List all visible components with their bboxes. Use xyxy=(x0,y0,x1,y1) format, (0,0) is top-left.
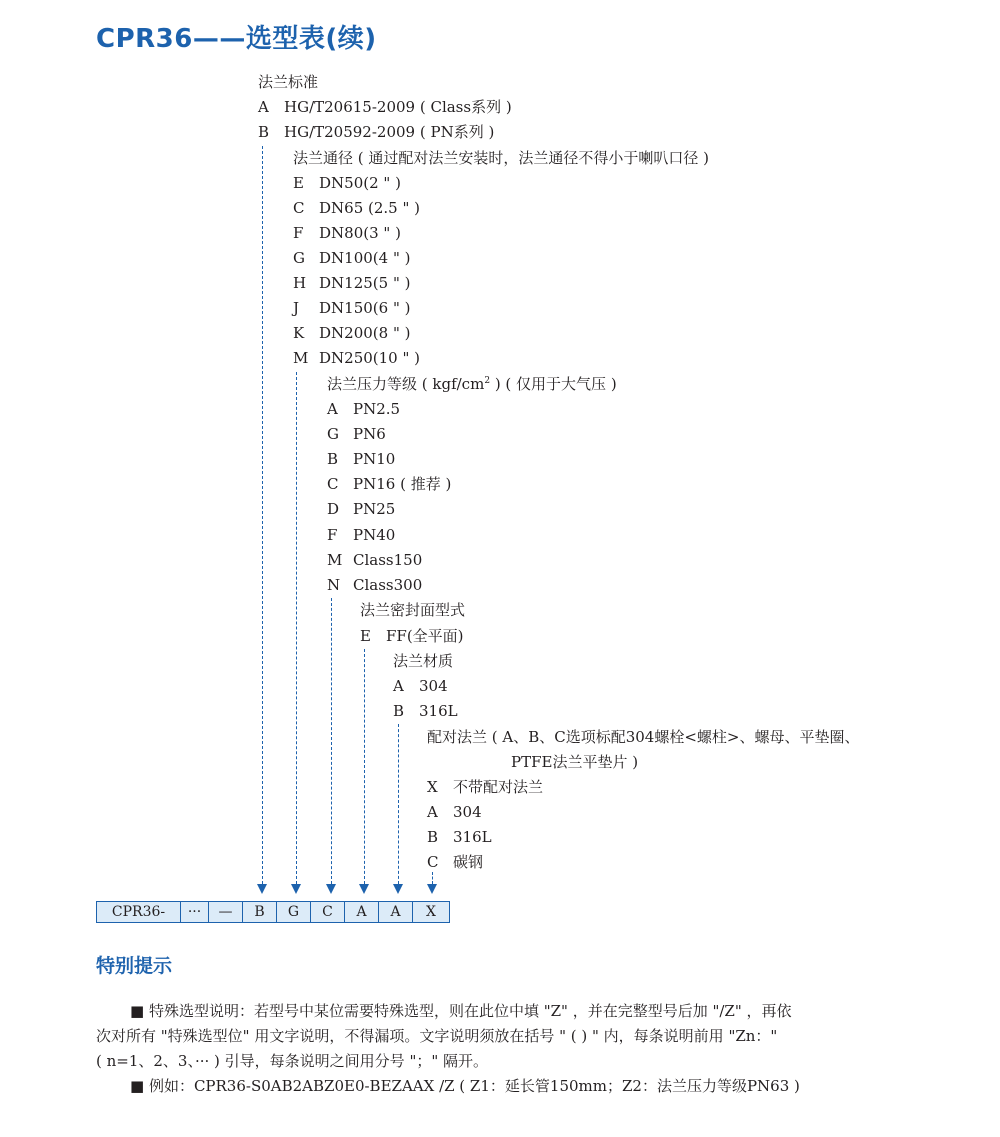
option-text: 316L xyxy=(453,828,492,846)
option-code: F xyxy=(327,526,338,544)
flange-material-option xyxy=(393,676,448,696)
option-text: PN6 xyxy=(353,425,386,443)
option-text: 304 xyxy=(453,803,482,821)
flange-bore-option xyxy=(293,348,420,368)
flange-pressure-option xyxy=(327,499,395,519)
arrow-down-icon xyxy=(359,884,369,894)
option-code: B xyxy=(258,123,270,141)
flange-bore-option xyxy=(293,248,410,268)
model-code-cell: CPR36- xyxy=(97,902,181,922)
mating-flange-option xyxy=(427,777,543,797)
option-code: M xyxy=(293,349,309,367)
flange-pressure-option xyxy=(327,449,395,469)
option-code: G xyxy=(327,425,339,443)
flange-standard-option xyxy=(258,122,494,142)
page-title: CPR36——选型表(续) xyxy=(96,24,377,54)
notes-paragraph-line: ( n=1、2、3、··· ) 引导，每条说明之间用分号 "；" 隔开。 xyxy=(96,1052,489,1070)
option-text: DN250(10 " ) xyxy=(319,349,421,367)
option-text: HG/T20592-2009 ( PN系列 ) xyxy=(284,123,495,141)
option-code: A xyxy=(427,803,438,821)
mating-flange-option xyxy=(427,827,492,847)
option-code: X xyxy=(427,778,438,796)
flange-standard-option xyxy=(258,97,512,117)
option-text: PN40 xyxy=(353,526,396,544)
flange-seal-option xyxy=(360,626,464,646)
flange-material-heading: 法兰材质 xyxy=(393,652,454,670)
flange-bore-option xyxy=(293,173,401,193)
option-text: PN2.5 xyxy=(353,400,401,418)
flange-bore-option xyxy=(293,198,420,218)
option-code: A xyxy=(393,677,404,695)
option-text: DN200(8 " ) xyxy=(319,324,411,342)
option-text: HG/T20615-2009 ( Class系列 ) xyxy=(284,98,512,116)
option-code: J xyxy=(293,299,300,317)
option-code: D xyxy=(327,500,340,518)
flange-bore-option xyxy=(293,323,410,343)
option-code: A xyxy=(327,400,338,418)
option-code: K xyxy=(293,324,305,342)
model-code-cell: X xyxy=(426,904,436,920)
option-code: B xyxy=(427,828,439,846)
option-text: DN80(3 " ) xyxy=(319,224,401,242)
option-code: F xyxy=(293,224,304,242)
model-code-cell: A xyxy=(379,902,413,922)
option-text: Class150 xyxy=(353,551,423,569)
notes-example: ■ 例如：CPR36-S0AB2ABZ0E0-BEZAAX /Z ( Z1：延长管150mm；Z2：法兰压力等级PN63 ) xyxy=(130,1077,800,1095)
flange-bore-heading: 法兰通径 ( 通过配对法兰安装时，法兰通径不得小于喇叭口径 ) xyxy=(293,149,710,167)
option-text: 316L xyxy=(419,702,458,720)
flange-material-option xyxy=(393,701,458,721)
mating-flange-option xyxy=(427,802,482,822)
model-code-cell: C xyxy=(311,902,345,922)
arrow-down-icon xyxy=(393,884,403,894)
option-code: A xyxy=(258,98,269,116)
option-text: 304 xyxy=(419,677,448,695)
model-code-cell: G xyxy=(277,902,311,922)
guide-line xyxy=(364,649,365,884)
option-code: B xyxy=(327,450,339,468)
flange-standard-heading: 法兰标准 xyxy=(258,73,319,91)
notes-paragraph-line: ■ 特殊选型说明：若型号中某位需要特殊选型，则在此位中填 "Z" ，并在完整型号后加 "/Z" ，再依 xyxy=(130,1002,792,1020)
flange-bore-option xyxy=(293,298,410,318)
option-code: H xyxy=(293,274,307,292)
option-code: C xyxy=(327,475,339,493)
option-code: N xyxy=(327,576,341,594)
flange-pressure-option xyxy=(327,399,400,419)
arrow-down-icon xyxy=(291,884,301,894)
model-code-cell: A xyxy=(345,902,379,922)
flange-bore-option xyxy=(293,223,401,243)
option-text: PN16 ( 推荐 ) xyxy=(353,475,452,493)
mating-flange-heading: 配对法兰 ( A、B、C选项标配304螺栓<螺柱>、螺母、平垫圈、 xyxy=(427,728,860,746)
option-code: B xyxy=(393,702,405,720)
option-code: E xyxy=(293,174,304,192)
model-code-cell: ··· xyxy=(181,902,209,922)
option-code: C xyxy=(293,199,305,217)
option-text: PN10 xyxy=(353,450,396,468)
mating-flange-heading-cont: PTFE法兰平垫片 ) xyxy=(511,753,639,771)
option-text: 碳钢 xyxy=(453,853,484,871)
mating-flange-option xyxy=(427,852,483,872)
guide-line xyxy=(296,372,297,884)
option-text: DN50(2 " ) xyxy=(319,174,401,192)
guide-line xyxy=(262,146,263,884)
option-text: FF(全平面) xyxy=(386,627,464,645)
model-code-cell: — xyxy=(209,902,243,922)
model-code-cell: B xyxy=(243,902,277,922)
guide-line xyxy=(331,598,332,884)
flange-pressure-option xyxy=(327,550,422,570)
flange-seal-heading: 法兰密封面型式 xyxy=(360,601,466,619)
option-text: Class300 xyxy=(353,576,423,594)
notes-paragraph-line: 次对所有 "特殊选型位" 用文字说明，不得漏项。文字说明须放在括号 " ( ) " 内，每条说明前用 "Zn：" xyxy=(96,1027,778,1045)
flange-pressure-option xyxy=(327,525,395,545)
option-text: DN65 (2.5 " ) xyxy=(319,199,421,217)
notes-heading: 特别提示 xyxy=(96,955,173,977)
arrow-down-icon xyxy=(257,884,267,894)
arrow-down-icon xyxy=(427,884,437,894)
option-code: C xyxy=(427,853,439,871)
option-code: G xyxy=(293,249,305,267)
flange-pressure-option xyxy=(327,474,451,494)
guide-line xyxy=(398,724,399,884)
arrow-down-icon xyxy=(326,884,336,894)
option-code: M xyxy=(327,551,343,569)
option-text: DN150(6 " ) xyxy=(319,299,411,317)
option-text: 不带配对法兰 xyxy=(453,778,544,796)
flange-pressure-heading: 法兰压力等级 ( kgf/$cm^2$ ) ( 仅用于大气压 ) xyxy=(327,375,617,393)
option-text: DN100(4 " ) xyxy=(319,249,411,267)
flange-bore-option xyxy=(293,273,410,293)
option-text: PN25 xyxy=(353,500,396,518)
flange-pressure-option xyxy=(327,575,422,595)
model-code-bar xyxy=(96,901,450,923)
option-text: DN125(5 " ) xyxy=(319,274,411,292)
flange-pressure-option xyxy=(327,424,386,444)
option-code: E xyxy=(360,627,371,645)
guide-line xyxy=(432,872,433,884)
